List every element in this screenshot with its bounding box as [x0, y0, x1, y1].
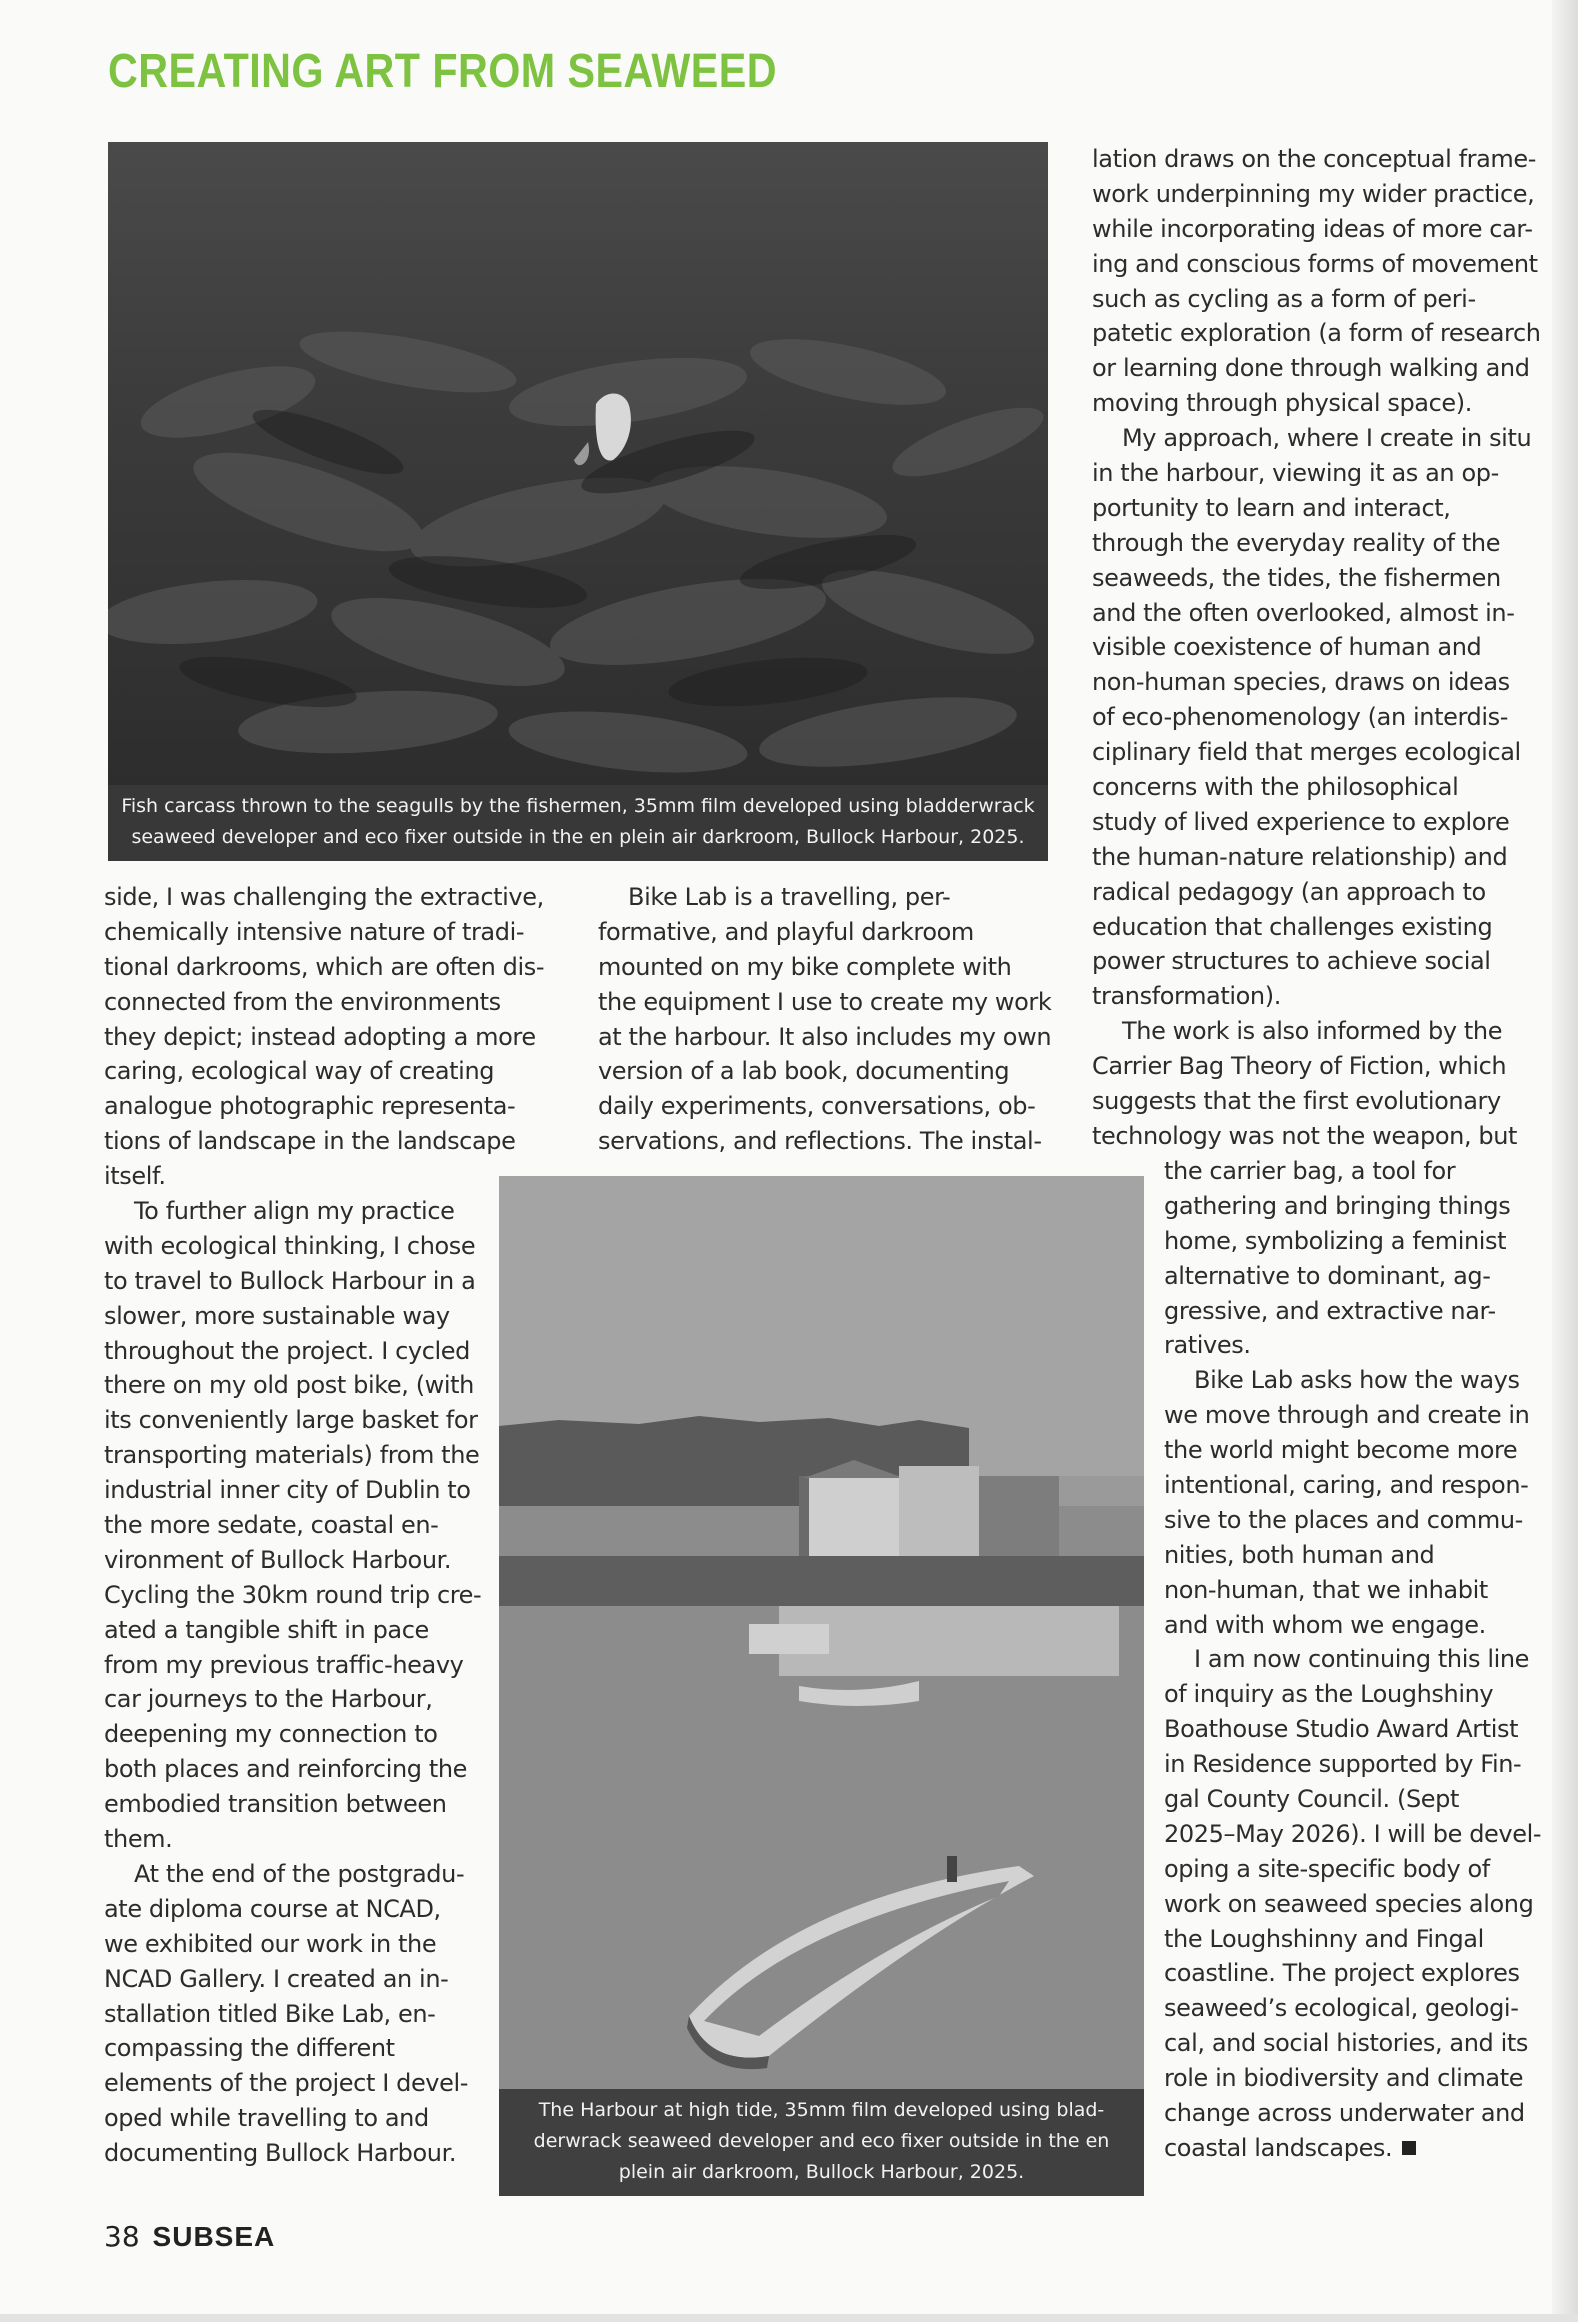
figure-caption	[499, 2089, 1144, 2196]
text-line: at the harbour. It also includes my own	[598, 1022, 1052, 1051]
end-of-article-square-icon	[1402, 2141, 1416, 2155]
text-line: of eco-phenomenology (an interdis-	[1092, 703, 1508, 732]
text-line: suggests that the first evolutionary	[1092, 1087, 1501, 1116]
text-line: formative, and playful darkroom	[598, 917, 974, 946]
text-line: version of a lab book, documenting	[598, 1057, 1010, 1086]
text-line: vironment of Bullock Harbour.	[104, 1545, 452, 1574]
text-line: work underpinning my wider practice,	[1092, 179, 1535, 208]
text-line: Cycling the 30km round trip cre-	[104, 1580, 482, 1609]
photo-seaweed-fish-carcass	[108, 142, 1048, 861]
text-line: non-human, that we inhabit	[1164, 1575, 1488, 1604]
text-line: gal County Council. (Sept	[1164, 1785, 1460, 1814]
text-line: moving through physical space).	[1092, 389, 1472, 418]
text-line: Carrier Bag Theory of Fiction, which	[1092, 1052, 1507, 1081]
text-line: oping a site-specific body of	[1164, 1854, 1490, 1883]
text-line: both places and reinforcing the	[104, 1755, 468, 1784]
text-line: To further align my practice	[134, 1197, 455, 1226]
text-line: compassing the different	[104, 2034, 395, 2063]
text-line: cal, and social histories, and its	[1164, 2029, 1528, 2058]
text-line: through the everyday reality of the	[1092, 528, 1501, 557]
text-line: seaweeds, the tides, the fishermen	[1092, 563, 1501, 592]
text-line: role in biodiversity and climate	[1164, 2064, 1524, 2093]
text-line: daily experiments, conversations, ob-	[598, 1092, 1036, 1121]
text-line: home, symbolizing a feminist	[1164, 1226, 1507, 1255]
page-number: 38	[104, 2220, 140, 2253]
text-line: in the harbour, viewing it as an op-	[1092, 459, 1499, 488]
text-line: Bike Lab is a travelling, per-	[628, 883, 951, 911]
text-line: throughout the project. I cycled	[104, 1336, 470, 1365]
text-line: ing and conscious forms of movement	[1092, 249, 1538, 278]
text-line: I am now continuing this line	[1194, 1645, 1530, 1674]
text-line: slower, more sustainable way	[104, 1301, 450, 1330]
text-line: and the often overlooked, almost in-	[1092, 598, 1515, 627]
text-line: oped while travelling to and	[104, 2104, 429, 2133]
text-line: the more sedate, coastal en-	[104, 1511, 439, 1540]
caption-line: plein air darkroom, Bullock Harbour, 2025.	[618, 2161, 1025, 2183]
text-line: The work is also informed by the	[1122, 1017, 1503, 1046]
article-column-1	[104, 880, 554, 2171]
text-line: mounted on my bike complete with	[598, 952, 1012, 981]
text-line: ate diploma course at NCAD,	[104, 1894, 441, 1923]
text-line: power structures to achieve social	[1092, 947, 1491, 976]
photo-harbour-high-tide	[499, 1176, 1144, 2196]
text-line: ratives.	[1164, 1331, 1251, 1360]
text-line: from my previous traffic-heavy	[104, 1650, 464, 1679]
text-line: they depict; instead adopting a more	[104, 1022, 536, 1051]
article-column-2	[598, 880, 1068, 1159]
text-line: visible coexistence of human and	[1092, 633, 1482, 662]
text-line-last	[1164, 2131, 1554, 2166]
text-line: or learning done through walking and	[1092, 354, 1530, 383]
page-footer	[104, 2220, 275, 2253]
text-line: tional darkrooms, which are often dis-	[104, 952, 545, 981]
text-line: tions of landscape in the landscape	[104, 1127, 516, 1156]
text-line: concerns with the philosophical	[1092, 773, 1459, 802]
text-line: ciplinary field that merges ecological	[1092, 738, 1521, 767]
text-line: such as cycling as a form of peri-	[1092, 284, 1476, 313]
text-line: At the end of the postgradu-	[134, 1859, 465, 1888]
text-line: chemically intensive nature of tradi-	[104, 917, 525, 946]
text-line: coastline. The project explores	[1164, 1959, 1520, 1988]
text-line: intentional, caring, and respon-	[1164, 1471, 1529, 1500]
text-line: 2025–May 2026). I will be devel-	[1164, 1819, 1542, 1848]
magazine-name: SUBSEA	[152, 2221, 276, 2252]
text-line: My approach, where I create in situ	[1122, 424, 1532, 453]
text-line-content: coastal landscapes.	[1164, 2133, 1393, 2162]
text-line: we exhibited our work in the	[104, 1929, 437, 1958]
caption-line: The Harbour at high tide, 35mm film developed using blad-	[538, 2099, 1105, 2121]
text-line: connected from the environments	[104, 987, 501, 1016]
text-line: nities, both human and	[1164, 1540, 1435, 1569]
text-line: transformation).	[1092, 982, 1281, 1011]
figure-caption	[108, 785, 1048, 861]
text-line: embodied transition between	[104, 1790, 447, 1819]
text-line: seaweed’s ecological, geologi-	[1164, 1994, 1519, 2023]
text-line: caring, ecological way of creating	[104, 1057, 495, 1086]
text-line: patetic exploration (a form of research	[1092, 319, 1541, 348]
text-line: non-human species, draws on ideas	[1092, 668, 1510, 697]
text-line: portunity to learn and interact,	[1092, 493, 1451, 522]
text-line: radical pedagogy (an approach to	[1092, 877, 1486, 906]
text-line: them.	[104, 1825, 173, 1854]
text-line: car journeys to the Harbour,	[104, 1685, 433, 1714]
text-line: the carrier bag, a tool for	[1164, 1157, 1456, 1185]
text-line: change across underwater and	[1164, 2099, 1525, 2128]
text-line: industrial inner city of Dublin to	[104, 1476, 471, 1505]
text-line: the equipment I use to create my work	[598, 987, 1052, 1016]
text-line: with ecological thinking, I chose	[104, 1231, 476, 1260]
text-line: ated a tangible shift in pace	[104, 1615, 429, 1644]
text-line: documenting Bullock Harbour.	[104, 2139, 457, 2168]
text-line: work on seaweed species along	[1164, 1889, 1534, 1918]
article-column-3-wrap	[1164, 1154, 1554, 2166]
page-edge-shadow	[1552, 0, 1578, 2322]
text-line: its conveniently large basket for	[104, 1406, 478, 1435]
text-line: analogue photographic representa-	[104, 1092, 516, 1121]
caption-line: seaweed developer and eco fixer outside in the en plein air darkroom, Bullock Harbour, 2025.	[131, 826, 1025, 848]
text-line: NCAD Gallery. I created an in-	[104, 1964, 449, 1993]
text-line: gressive, and extractive nar-	[1164, 1296, 1496, 1325]
text-line: the world might become more	[1164, 1436, 1518, 1465]
text-line: education that challenges existing	[1092, 912, 1493, 941]
text-line: Boathouse Studio Award Artist	[1164, 1715, 1519, 1744]
text-line: of inquiry as the Loughshiny	[1164, 1680, 1494, 1709]
caption-line: derwrack seaweed developer and eco fixer outside in the en	[533, 2130, 1110, 2152]
text-line: in Residence supported by Fin-	[1164, 1750, 1522, 1779]
text-line: transporting materials) from the	[104, 1441, 480, 1470]
text-line: while incorporating ideas of more car-	[1092, 214, 1533, 243]
text-line: technology was not the weapon, but	[1092, 1121, 1518, 1150]
text-line: and with whom we engage.	[1164, 1610, 1486, 1639]
text-line: sive to the places and commu-	[1164, 1505, 1523, 1534]
page-bottom-edge	[0, 2314, 1578, 2322]
text-line: elements of the project I devel-	[104, 2069, 469, 2098]
text-line: lation draws on the conceptual frame-	[1092, 145, 1537, 173]
caption-line: Fish carcass thrown to the seagulls by the fishermen, 35mm film developed using bladderwrack	[121, 795, 1035, 817]
text-line: itself.	[104, 1162, 166, 1191]
harbour-photo-image	[499, 1176, 1144, 2196]
text-line: study of lived experience to explore	[1092, 807, 1510, 836]
text-line: alternative to dominant, ag-	[1164, 1261, 1491, 1290]
text-line: to travel to Bullock Harbour in a	[104, 1266, 476, 1295]
text-line: side, I was challenging the extractive,	[104, 883, 544, 911]
text-line: the Loughshinny and Fingal	[1164, 1924, 1484, 1953]
text-line: servations, and reflections. The instal-	[598, 1127, 1042, 1156]
page-title: CREATING ART FROM SEAWEED	[108, 45, 777, 98]
text-line: stallation titled Bike Lab, en-	[104, 1999, 436, 2028]
text-line: we move through and create in	[1164, 1401, 1530, 1430]
text-line: Bike Lab asks how the ways	[1194, 1366, 1520, 1395]
text-line: deepening my connection to	[104, 1720, 438, 1749]
text-line: there on my old post bike, (with	[104, 1371, 474, 1400]
text-line: the human-nature relationship) and	[1092, 842, 1508, 871]
text-line: gathering and bringing things	[1164, 1191, 1511, 1220]
article-column-3	[1092, 142, 1547, 1154]
seaweed-photo-image	[108, 142, 1048, 861]
